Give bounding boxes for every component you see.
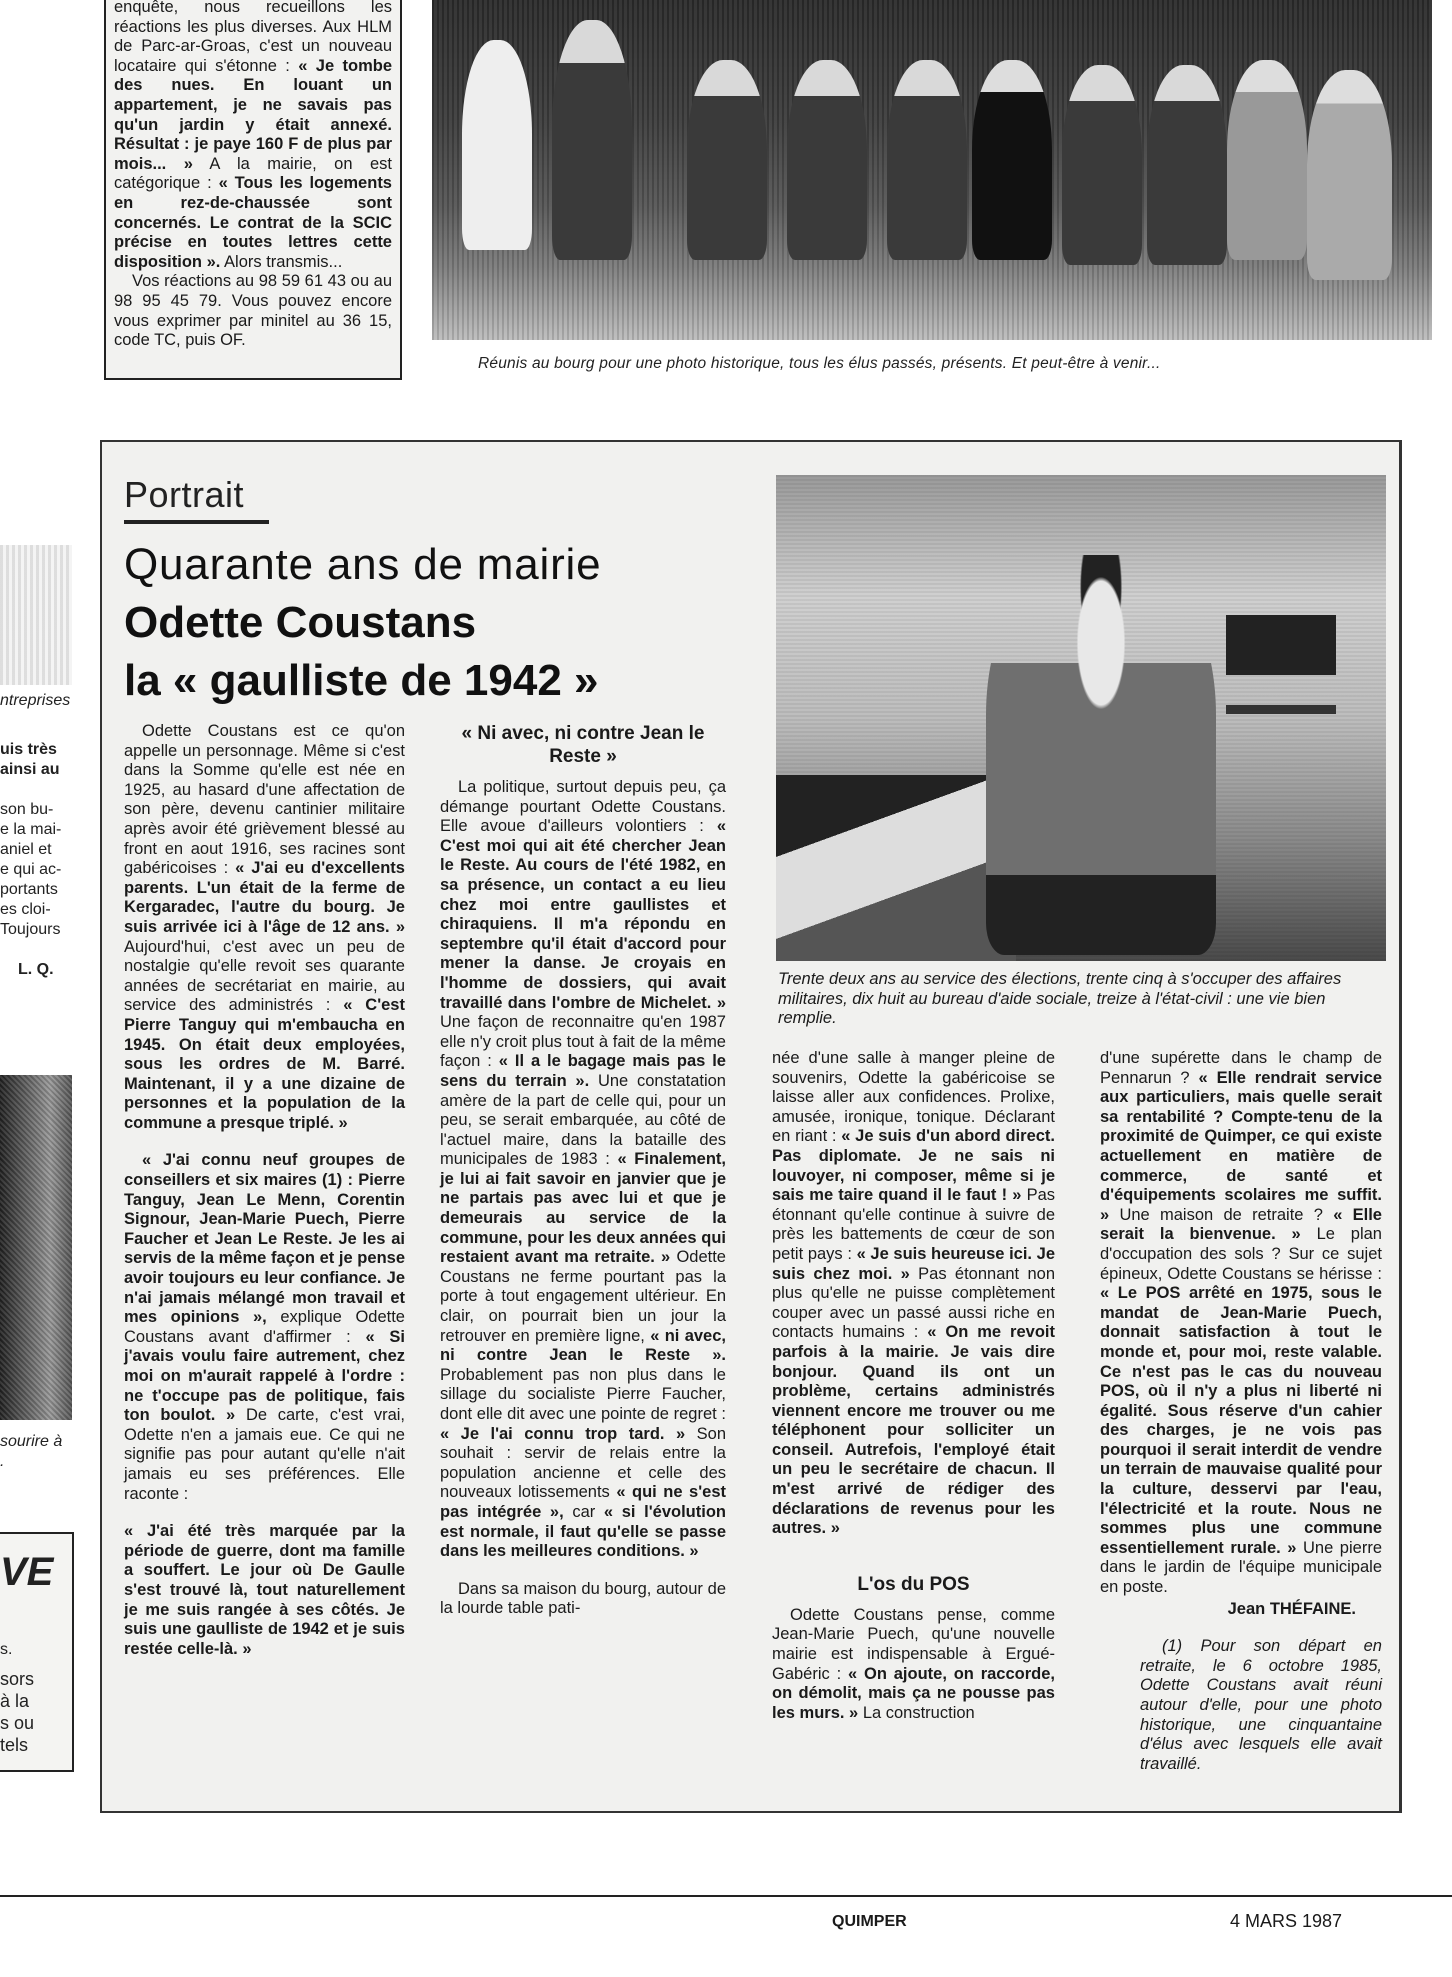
body-text: Une pierre dans le jardin de l'équipe municipale en poste. [1100, 1538, 1382, 1597]
body-text: Odette Coustans pense, comme Jean-Marie Puech, qu'une nouvelle mairie est indispensable à Ergué-Gabéric : [772, 1605, 1055, 1683]
adjacent-caption-fragment: sourire à [0, 1433, 63, 1450]
adjacent-text-fragment: à la [0, 1691, 30, 1711]
insert-quote: « Je tombe des nues. En louant un appartement, je ne savais pas qu'un jardin y était annexé. Résultat : je paye 160 F de plus par mois... » [114, 56, 393, 173]
adjacent-photo-fragment [0, 1075, 72, 1420]
quote-text: « On ajoute, on raccorde, on démolit, mais ça ne pousse pas les murs. » [772, 1664, 1055, 1722]
group-photo-caption: Réunis au bourg pour une photo historique, tous les élus passés, présents. Et peut-être à venir... [478, 355, 1161, 372]
article-subhead: « Ni avec, ni contre Jean le Reste » [461, 723, 705, 767]
photo-chair [1226, 615, 1336, 765]
reader-reactions-box [104, 0, 402, 380]
body-text: d'une supérette dans le champ de Pennarun ? [1100, 1049, 1382, 1087]
body-text: née d'une salle à manger pleine de souvenirs, Odette la gabéricoise se laisse aller aux confidences. Prolixe, amusée, ironique, tonique. Déclarant en riant : [772, 1049, 1055, 1146]
adjacent-box-heading: VE [0, 1550, 54, 1594]
adjacent-text-fragment: uis très [0, 741, 57, 758]
footer-date: 4 MARS 1987 [1230, 1911, 1343, 1931]
quote-text: « Si j'avais voulu faire autrement, chez moi on m'aurait rappelé à l'ordre : ne t'occupe pas de politique, fais ton boulot. » [124, 1327, 406, 1425]
body-text: Une constatation amère de la part de celle qui, pour un peu, se serait embarquée, au côté de l'actuel maire, dans la bataille des municipales de 1983 : [440, 1071, 726, 1169]
article-subhead: L'os du POS [857, 1573, 970, 1595]
author-signature: Jean THÉFAINE. [1227, 1599, 1356, 1618]
photo-figure [552, 20, 632, 260]
body-text: explique Odette Coustans avant d'affirmer : [124, 1308, 405, 1346]
article-headline-name: Odette Coustans [124, 598, 477, 647]
article-kicker: Portrait [124, 474, 245, 515]
body-text: La politique, surtout depuis peu, ça démange pourtant Odette Coustans. Elle avoue d'ailleurs volontiers : [440, 778, 726, 836]
body-text: Une maison de retraite ? [1119, 1205, 1323, 1224]
group-photo [432, 0, 1432, 340]
footer-section: QUIMPER [832, 1913, 907, 1930]
quote-text: « Je suis heureuse ici. Je suis chez moi. » [772, 1244, 1055, 1283]
body-text: car [572, 1502, 596, 1521]
adjacent-text-fragment: son bu- [0, 801, 54, 818]
quote-text: « Finalement, je lui ai fait savoir en janvier que je ne partais pas avec lui et que je demeurais au service de la commune, pour les deux années qui restaient avant ma retraite. » [440, 1150, 726, 1267]
article-column-2 [440, 722, 726, 1619]
body-text: Une façon de reconnaitre qu'en 1987 elle n'y croit plus tout à fait de la même façon : [440, 1013, 726, 1071]
quote-text: « Je l'ai connu trop tard. » [440, 1424, 686, 1443]
adjacent-text-fragment: tels [0, 1735, 29, 1755]
insert-text: A la mairie, on est catégorique : [114, 154, 392, 193]
photo-figure [1227, 60, 1307, 260]
adjacent-text-fragment: es cloi- [0, 901, 51, 918]
article-column-1 [124, 722, 405, 1659]
quote-text: « Elle rendrait service aux particuliers, mais quelle serait sa rentabilité ? Compte-tenu de la proximité de Quimper, ce qui existe actuellement en matière de commerce, de santé et d'équipements scolaires me suffit. » [1100, 1068, 1382, 1224]
body-text: Odette Coustans ne ferme pourtant pas la porte à tout engagement ultérieur. En clair, on pourrait bien un jour la retrouver en première ligne, [440, 1248, 726, 1345]
adjacent-caption-fragment: . [0, 1453, 5, 1470]
adjacent-text-fragment: s. [0, 1641, 13, 1658]
photo-figure [1307, 70, 1392, 280]
photo-figure [887, 60, 967, 260]
insert-contact: Vos réactions au 98 59 61 43 ou au 98 95 45 79. Vous pouvez encore vous exprimer par minitel au 36 15, code TC, puis OF. [114, 272, 392, 350]
photo-figure [787, 60, 867, 260]
kicker-underline [124, 520, 269, 524]
adjacent-text-fragment: ainsi au [0, 761, 60, 778]
adjacent-text-fragment: aniel et [0, 841, 52, 858]
body-text: Dans sa maison du bourg, autour de la lourde table pati- [440, 1579, 726, 1618]
body-text: Pas étonnant qu'elle continue à suivre de près les battements de cœur de son petit pays : [772, 1186, 1055, 1263]
quote-text: « Le POS arrêté en 1975, sous le mandat de Jean-Marie Puech, donnait satisfaction à tout le monde et, pour moi, reste valable. Ce n'est pas le cas du nouveau POS, où il n'y a plus ni liberté ni égalité. Sous réserve d'un cahier des charges, je ne vois pas pourquoi il serait interdit de vendre un terrain de mauvaise qualité pour la culture, desservi par l'eau, l'électricité et la route. Nous ne sommes plus une commune essentiellement rurale. » [1100, 1284, 1382, 1557]
photo-typewriter [776, 775, 1016, 961]
adjacent-text-fragment: e la mai- [0, 821, 62, 838]
adjacent-photo-fragment [0, 545, 72, 685]
adjacent-text-fragment: sors [0, 1669, 35, 1689]
insert-quote: « Tous les logements en rez-de-chaussée sont concernés. Le contrat de la SCIC précise en toutes lettres cette disposition ». [114, 174, 392, 271]
photo-subject [986, 555, 1216, 955]
quote-text: « Il a le bagage mais pas le sens du terrain ». [440, 1052, 726, 1090]
quote-text: « Je suis d'un abord direct. Pas diplomate. Je ne sais ni louvoyer, ni composer, même si je sais me taire quand il le faut ! » [772, 1127, 1055, 1205]
body-text: La construction [862, 1703, 975, 1722]
body-text: Le plan d'occupation des sols ? Sur ce sujet épineux, Odette Coustans se hérisse : [1100, 1225, 1382, 1283]
quote-text: « On me revoit parfois à la mairie. Je vais dire bonjour. Quand ils ont un problème, certains administrés viennent encore me trouver ou me téléphonent pour solliciter un conseil. Autrefois, l'employé était un peu le secrétaire de chacun. Il m'est arrivé de rédiger des déclarations de revenus pour les autres. » [772, 1323, 1055, 1538]
quote-text: « J'ai eu d'excellents parents. L'un était de la ferme de Kergaradec, l'autre du bourg. Je suis arrivée ici à l'âge de 12 ans. » [124, 859, 405, 936]
quote-text: « qui ne s'est pas intégrée », [440, 1483, 726, 1521]
body-text: Odette Coustans est ce qu'on appelle un personnage. Même si c'est dans la Somme qu'elle est née en 1925, au hasard d'une affectation de son père, devenu cantinier militaire après avoir été grièvement blessé au front en aout 1916, ses racines sont gabéricoises : [124, 722, 405, 878]
portrait-photo [776, 475, 1386, 961]
body-text: De carte, c'est vrai, Odette n'en a jamais eue. Ce qui ne signifie pas pour autant qu'elle n'ait jamais eu ses préférences. Elle raconte : [124, 1406, 405, 1503]
adjacent-initials: L. Q. [18, 961, 54, 978]
adjacent-caption-fragment: ntreprises [0, 692, 71, 709]
article-headline: Quarante ans de mairie [124, 540, 602, 589]
article-column-3 [772, 1049, 1055, 1723]
quote-text: « J'ai connu neuf groupes de conseillers et six maires (1) : Pierre Tanguy, Jean Le Menn, Corentin Signour, Jean-Marie Puech, Pierre Faucher et Jean Le Reste. Je les ai servis de la même façon et je pense avoir toujours eu leur confiance. Je n'ai jamais mélangé mon travail et mes opinions », [124, 1151, 405, 1327]
body-text: Probablement pas non plus dans le sillage du socialiste Pierre Faucher, dont elle dit avec une pointe de regret : [440, 1365, 726, 1423]
photo-figure [972, 60, 1052, 260]
adjacent-text-fragment: e qui ac- [0, 861, 62, 878]
insert-text: Alors transmis... [224, 252, 343, 271]
adjacent-text-fragment: s ou [0, 1713, 35, 1733]
quote-text: « C'est Pierre Tanguy qui m'embaucha en 1945. On était deux employées, sous les ordres de M. Barré. Maintenant, il y a une dizaine de personnes et la population de la commune a presque triplé. » [124, 996, 405, 1132]
quote-text: « Elle serait la bienvenue. » [1100, 1205, 1382, 1244]
photo-figure [1062, 65, 1142, 265]
portrait-caption: Trente deux ans au service des élections, trente cinq à s'occuper des affaires militaires, dix huit au bureau d'aide sociale, treize à l'état-civil : une vie bien remplie. [778, 970, 1342, 1028]
quote-text: « J'ai été très marquée par la période de guerre, dont ma famille a souffert. Le jour où De Gaulle s'est trouvé là, tout naturellement je me suis rangée à ses côtés. Je suis une gaulliste de 1942 et je suis restée celle-là. » [124, 1522, 405, 1658]
footer-rule [0, 1895, 1452, 1897]
body-text: Aujourd'hui, c'est avec un peu de nostalgie qu'elle revoit ses quarante années de secrétariat en mairie, au service des administrés : [124, 937, 405, 1015]
quote-text: « C'est moi qui ait été chercher Jean le Reste. Au cours de l'été 1982, en sa présence, un contact a eu lieu chez moi entre gaullistes et chiraquiens. Il m'a répondu en septembre qu'il était d'accord pour mener la danse. Je croyais en l'homme de dossiers, qui avait travaillé dans l'ombre de Michelet. » [440, 817, 726, 1012]
body-text: Son souhait : servir de relais entre la population ancienne et celle des nouveaux lotissements [440, 1424, 726, 1502]
adjacent-text-fragment: Toujours [0, 921, 61, 938]
quote-text: « ni avec, ni contre Jean le Reste ». [440, 1326, 726, 1365]
article-headline-tagline: la « gaulliste de 1942 » [124, 656, 599, 705]
adjacent-text-fragment: portants [0, 881, 58, 898]
footnote: (1) Pour son départ en retraite, le 6 octobre 1985, Odette Coustans avait réuni autour d'elle, pour une photo historique, une cinquantaine d'élus avec lesquels elle avait travaillé. [1140, 1637, 1382, 1773]
photo-figure [462, 40, 532, 250]
quote-text: « si l'évolution est normale, il faut qu'elle se passe dans les meilleures conditions. » [440, 1502, 726, 1561]
article-column-4 [1100, 1049, 1382, 1774]
photo-figure [687, 60, 767, 260]
photo-figure [1147, 65, 1227, 265]
body-text: Pas étonnant non plus qu'elle ne puisse complètement couper avec un passé aussi riche en contacts humains : [772, 1264, 1055, 1342]
insert-text: enquête, nous recueillons les réactions les plus diverses. Aux HLM de Parc-ar-Groas, c'est un nouveau locataire qui s'étonne : [114, 0, 392, 75]
